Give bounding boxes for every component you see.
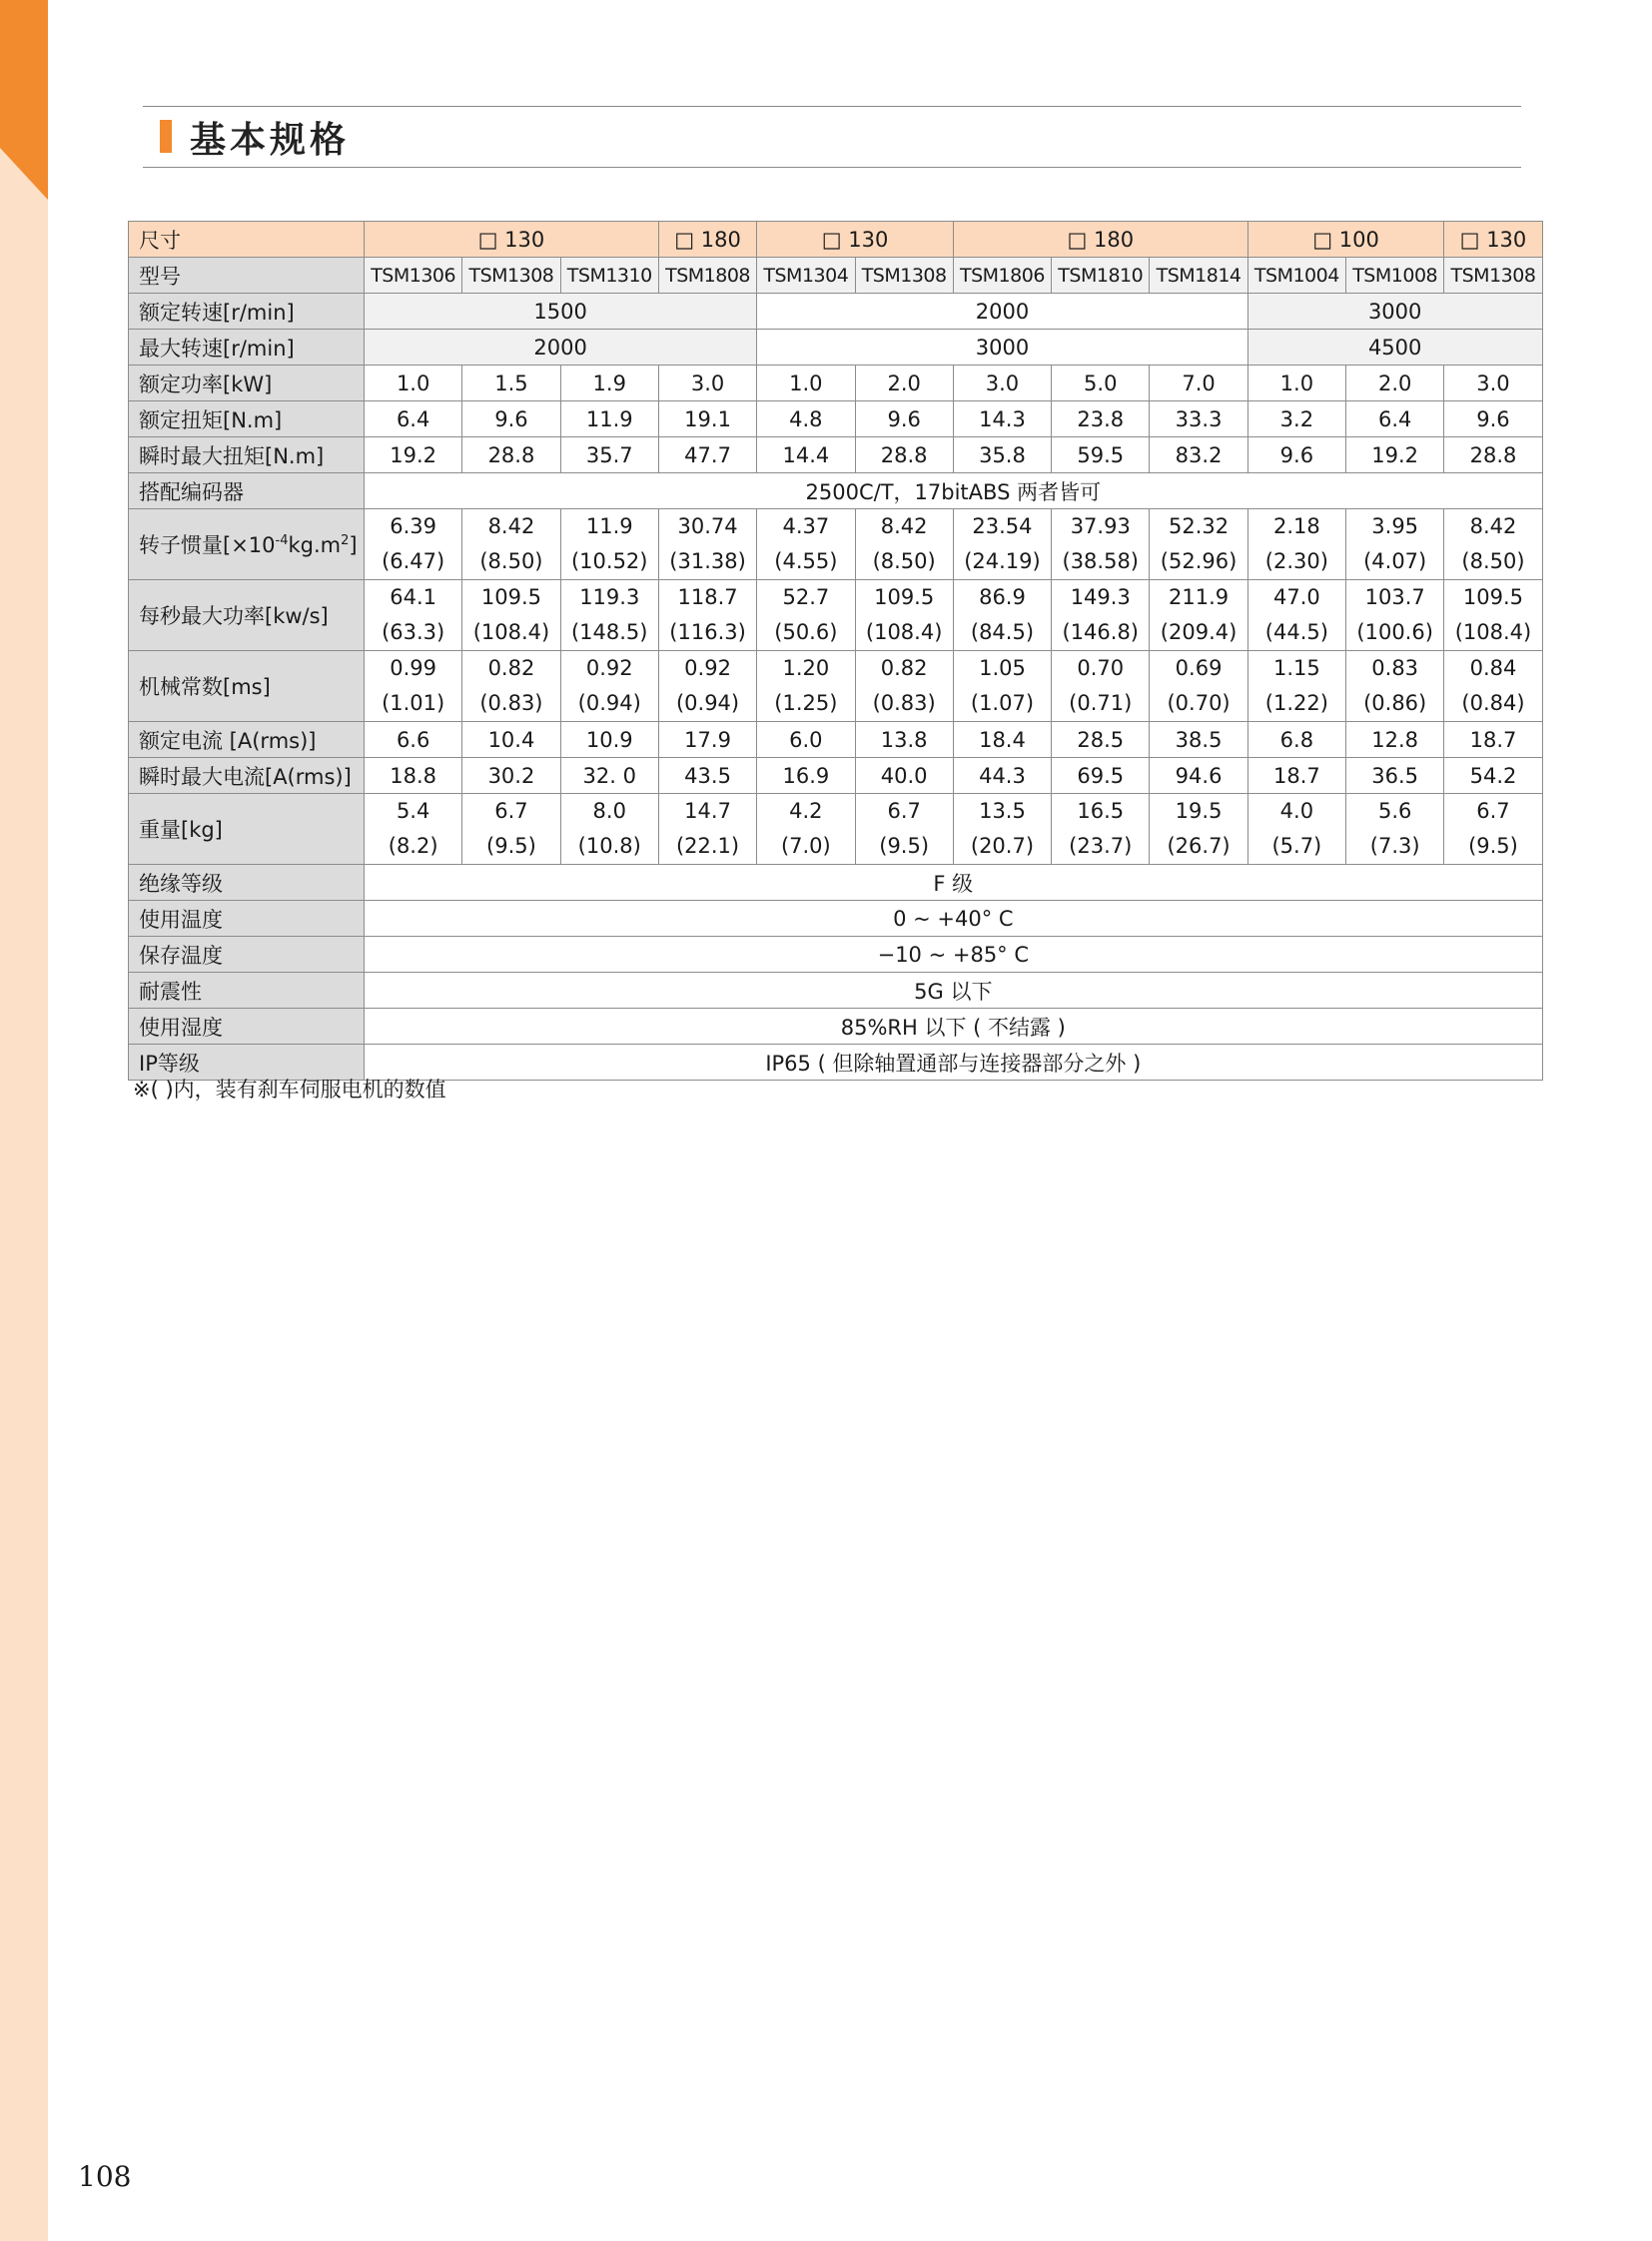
mech-const-cell-value: 0.92: [585, 656, 633, 680]
power-rate-cell: [953, 580, 1051, 651]
power-rate-row: [129, 580, 1543, 651]
peak-torque-cell: 28.8: [462, 437, 560, 473]
row-label-humidity: 使用湿度: [129, 1009, 365, 1045]
mech-const-cell: [953, 651, 1051, 722]
inertia-cell-brake-value: (4.55): [774, 549, 838, 573]
page-title: 基本规格: [190, 120, 351, 161]
power-rate-cell-brake-value: (84.5): [970, 620, 1035, 644]
peak-current-cell: 54.2: [1444, 758, 1542, 794]
rated-current-cell: 6.6: [365, 722, 462, 758]
inertia-cell: [1346, 509, 1444, 580]
rated-torque-cell: 23.8: [1052, 401, 1150, 437]
weight-cell: [1052, 794, 1150, 865]
inertia-cell: [462, 509, 560, 580]
power-rate-cell: [365, 580, 462, 651]
peak-torque-cell: 19.2: [365, 437, 462, 473]
mech-const-cell-brake-value: (0.86): [1363, 691, 1427, 715]
model-row: [129, 258, 1543, 294]
mech-const-cell-brake-value: (0.83): [872, 691, 936, 715]
rated-current-cell: 17.9: [658, 722, 756, 758]
model-cell: TSM1814: [1150, 258, 1247, 294]
peak-current-cell: 18.7: [1247, 758, 1345, 794]
footnote: ※( )内，装有刹车伺服电机的数值: [133, 1078, 446, 1102]
header-rule-bottom: [143, 167, 1521, 168]
peak-torque-cell: 9.6: [1247, 437, 1345, 473]
peak-current-row: [129, 758, 1543, 794]
weight-cell-value: 6.7: [887, 799, 921, 823]
model-cell: TSM1810: [1052, 258, 1150, 294]
max-speed-cell: 4500: [1247, 330, 1542, 366]
weight-cell-brake-value: (7.0): [780, 834, 831, 858]
weight-cell-value: 14.7: [684, 799, 731, 823]
rated-speed-cell: 3000: [1247, 294, 1542, 330]
mech-const-cell-brake-value: (0.83): [479, 691, 543, 715]
weight-cell: [1346, 794, 1444, 865]
mech-const-cell-value: 1.15: [1272, 656, 1320, 680]
inertia-cell-brake-value: (52.96): [1160, 549, 1238, 573]
inertia-cell-brake-value: (8.50): [479, 549, 543, 573]
inertia-label-pre: 转子惯量[×10: [139, 533, 276, 557]
power-rate-cell-value: 119.3: [579, 585, 640, 609]
weight-cell: [365, 794, 462, 865]
peak-torque-cell: 35.7: [560, 437, 658, 473]
weight-cell-value: 6.7: [494, 799, 528, 823]
inertia-cell: [560, 509, 658, 580]
weight-cell-value: 4.2: [789, 799, 823, 823]
row-label-weight: 重量[kg]: [129, 794, 365, 865]
row-label-rated-torque: 额定扭矩[N.m]: [129, 401, 365, 437]
rated-power-cell: 1.0: [365, 366, 462, 401]
weight-cell-brake-value: (7.3): [1369, 834, 1420, 858]
mech-const-cell-brake-value: (1.25): [774, 691, 838, 715]
max-speed-cell: 2000: [365, 330, 757, 366]
power-rate-cell-value: 211.9: [1169, 585, 1230, 609]
rated-torque-cell: 33.3: [1150, 401, 1247, 437]
mech-const-cell-value: 0.99: [390, 656, 437, 680]
weight-cell: [757, 794, 855, 865]
weight-cell-brake-value: (9.5): [486, 834, 536, 858]
rated-current-cell: 10.4: [462, 722, 560, 758]
rated-torque-row: [129, 401, 1543, 437]
inertia-cell-brake-value: (8.50): [1461, 549, 1525, 573]
power-rate-cell-brake-value: (108.4): [472, 620, 550, 644]
weight-cell-value: 5.6: [1377, 799, 1412, 823]
rated-torque-cell: 9.6: [1444, 401, 1542, 437]
inertia-cell-brake-value: (38.58): [1062, 549, 1140, 573]
peak-torque-cell: 19.2: [1346, 437, 1444, 473]
ip-cell: IP65 ( 但除轴置通部与连接器部分之外 ): [365, 1045, 1543, 1081]
peak-torque-cell: 59.5: [1052, 437, 1150, 473]
power-rate-cell-value: 118.7: [677, 585, 738, 609]
row-label-vibration: 耐震性: [129, 973, 365, 1009]
rated-power-cell: 1.9: [560, 366, 658, 401]
power-rate-cell: [560, 580, 658, 651]
mech-const-cell: [1346, 651, 1444, 722]
rated-speed-cell: 2000: [757, 294, 1248, 330]
encoder-cell: 2500C/T，17bitABS 两者皆可: [365, 473, 1543, 509]
rated-current-cell: 6.0: [757, 722, 855, 758]
rated-torque-cell: 19.1: [658, 401, 756, 437]
rated-power-cell: 7.0: [1150, 366, 1247, 401]
peak-torque-cell: 28.8: [855, 437, 953, 473]
row-label-model: 型号: [129, 258, 365, 294]
inertia-cell-value: 3.95: [1371, 514, 1419, 538]
size-cell: □ 180: [658, 222, 756, 258]
row-label-size: 尺寸: [129, 222, 365, 258]
inertia-cell: [953, 509, 1051, 580]
weight-cell: [1444, 794, 1542, 865]
size-row: [129, 222, 1543, 258]
rated-power-cell: 3.0: [953, 366, 1051, 401]
mech-const-cell-brake-value: (0.84): [1461, 691, 1525, 715]
inertia-label-mid: kg.m: [288, 533, 342, 557]
power-rate-cell-value: 86.9: [979, 585, 1026, 609]
weight-cell: [953, 794, 1051, 865]
spec-table: [128, 221, 1543, 1081]
weight-cell-value: 8.0: [592, 799, 626, 823]
peak-current-cell: 16.9: [757, 758, 855, 794]
mech-const-cell-value: 0.82: [880, 656, 928, 680]
rated-power-cell: 2.0: [1346, 366, 1444, 401]
inertia-cell: [365, 509, 462, 580]
power-rate-cell: [1247, 580, 1345, 651]
power-rate-cell-brake-value: (50.6): [774, 620, 838, 644]
rated-current-cell: 12.8: [1346, 722, 1444, 758]
mech-const-cell: [1247, 651, 1345, 722]
weight-cell-value: 5.4: [396, 799, 430, 823]
rated-current-cell: 28.5: [1052, 722, 1150, 758]
weight-cell: [462, 794, 560, 865]
weight-cell-value: 6.7: [1476, 799, 1510, 823]
power-rate-cell-value: 109.5: [480, 585, 541, 609]
rated-power-cell: 1.5: [462, 366, 560, 401]
power-rate-cell: [757, 580, 855, 651]
rated-current-cell: 18.7: [1444, 722, 1542, 758]
mech-const-cell-value: 0.70: [1077, 656, 1125, 680]
model-cell: TSM1308: [1444, 258, 1542, 294]
inertia-cell-value: 8.42: [487, 514, 535, 538]
mech-const-cell-brake-value: (0.71): [1069, 691, 1133, 715]
rated-power-cell: 3.0: [1444, 366, 1542, 401]
rated-current-row: [129, 722, 1543, 758]
weight-cell-brake-value: (9.5): [879, 834, 930, 858]
inertia-cell-brake-value: (4.07): [1363, 549, 1427, 573]
inertia-cell-brake-value: (8.50): [872, 549, 936, 573]
weight-cell: [560, 794, 658, 865]
size-cell: □ 130: [757, 222, 954, 258]
mech-const-cell-brake-value: (1.22): [1264, 691, 1328, 715]
inertia-cell: [1052, 509, 1150, 580]
max-speed-row: [129, 330, 1543, 366]
row-label-storage-temp: 保存温度: [129, 937, 365, 973]
power-rate-cell-value: 47.0: [1272, 585, 1320, 609]
rated-power-cell: 3.0: [658, 366, 756, 401]
power-rate-cell: [855, 580, 953, 651]
power-rate-cell-brake-value: (209.4): [1160, 620, 1238, 644]
power-rate-cell-value: 52.7: [782, 585, 830, 609]
rated-torque-cell: 11.9: [560, 401, 658, 437]
inertia-cell-value: 8.42: [880, 514, 928, 538]
mech-const-cell-brake-value: (0.94): [675, 691, 740, 715]
model-cell: TSM1310: [560, 258, 658, 294]
mech-const-cell-value: 0.69: [1175, 656, 1223, 680]
row-label-encoder: 搭配编码器: [129, 473, 365, 509]
power-rate-cell-brake-value: (116.3): [669, 620, 746, 644]
power-rate-cell-value: 109.5: [1462, 585, 1524, 609]
inertia-cell-brake-value: (6.47): [382, 549, 445, 573]
row-label-mech-const: 机械常数[ms]: [129, 651, 365, 722]
size-cell: □ 130: [1444, 222, 1542, 258]
row-label-op-temp: 使用温度: [129, 901, 365, 937]
peak-current-cell: 30.2: [462, 758, 560, 794]
model-cell: TSM1304: [757, 258, 855, 294]
row-label-rated-speed: 额定转速[r/min]: [129, 294, 365, 330]
power-rate-cell-brake-value: (100.6): [1356, 620, 1433, 644]
peak-current-cell: 40.0: [855, 758, 953, 794]
humidity-row: [129, 1009, 1543, 1045]
vibration-row: [129, 973, 1543, 1009]
weight-cell-value: 16.5: [1077, 799, 1125, 823]
weight-cell: [658, 794, 756, 865]
power-rate-cell: [1052, 580, 1150, 651]
row-label-power-rate: 每秒最大功率[kw/s]: [129, 580, 365, 651]
encoder-row: [129, 473, 1543, 509]
model-cell: TSM1308: [462, 258, 560, 294]
peak-current-cell: 18.8: [365, 758, 462, 794]
weight-cell-value: 19.5: [1175, 799, 1223, 823]
rated-current-cell: 6.8: [1247, 722, 1345, 758]
mech-const-cell: [658, 651, 756, 722]
op-temp-row: [129, 901, 1543, 937]
power-rate-cell: [1346, 580, 1444, 651]
op-temp-cell: 0 ~ +40° C: [365, 901, 1543, 937]
mech-const-cell-value: 0.83: [1371, 656, 1419, 680]
mech-const-cell-brake-value: (1.07): [970, 691, 1035, 715]
weight-row: [129, 794, 1543, 865]
power-rate-cell: [1150, 580, 1247, 651]
rated-speed-row: [129, 294, 1543, 330]
peak-torque-cell: 83.2: [1150, 437, 1247, 473]
inertia-cell: [757, 509, 855, 580]
storage-temp-cell: −10 ~ +85° C: [365, 937, 1543, 973]
model-cell: TSM1808: [658, 258, 756, 294]
rated-torque-cell: 9.6: [462, 401, 560, 437]
vibration-cell: 5G 以下: [365, 973, 1543, 1009]
header-rule-top: [143, 106, 1521, 107]
page-number: 108: [78, 2160, 132, 2193]
power-rate-cell-value: 64.1: [390, 585, 437, 609]
row-label-max-speed: 最大转速[r/min]: [129, 330, 365, 366]
rated-torque-cell: 6.4: [365, 401, 462, 437]
inertia-cell-brake-value: (10.52): [570, 549, 648, 573]
mech-const-cell-value: 1.20: [782, 656, 830, 680]
mech-const-cell: [365, 651, 462, 722]
inertia-cell: [1247, 509, 1345, 580]
weight-cell: [1150, 794, 1247, 865]
weight-cell-value: 4.0: [1279, 799, 1314, 823]
peak-current-cell: 69.5: [1052, 758, 1150, 794]
size-cell: □ 180: [953, 222, 1247, 258]
peak-torque-cell: 35.8: [953, 437, 1051, 473]
rated-torque-cell: 6.4: [1346, 401, 1444, 437]
inertia-cell-value: 37.93: [1070, 514, 1131, 538]
model-cell: TSM1308: [855, 258, 953, 294]
rated-torque-cell: 3.2: [1247, 401, 1345, 437]
side-strip: [0, 0, 48, 2241]
peak-current-cell: 36.5: [1346, 758, 1444, 794]
peak-torque-cell: 14.4: [757, 437, 855, 473]
inertia-cell-brake-value: (24.19): [964, 549, 1041, 573]
peak-current-cell: 44.3: [953, 758, 1051, 794]
mech-const-cell: [1150, 651, 1247, 722]
mech-const-cell-value: 1.05: [979, 656, 1026, 680]
mech-const-cell: [1052, 651, 1150, 722]
storage-temp-row: [129, 937, 1543, 973]
weight-cell-value: 13.5: [979, 799, 1026, 823]
weight-cell-brake-value: (10.8): [577, 834, 641, 858]
inertia-cell-value: 11.9: [585, 514, 633, 538]
row-label-inertia: [129, 509, 365, 580]
mech-const-cell-brake-value: (1.01): [382, 691, 445, 715]
inertia-cell-value: 4.37: [782, 514, 830, 538]
mech-const-cell: [855, 651, 953, 722]
mech-const-cell-value: 0.92: [684, 656, 731, 680]
mech-const-cell-value: 0.84: [1469, 656, 1517, 680]
weight-cell-brake-value: (5.7): [1271, 834, 1322, 858]
mech-const-cell-brake-value: (0.70): [1167, 691, 1231, 715]
inertia-cell-brake-value: (31.38): [669, 549, 746, 573]
weight-cell-brake-value: (20.7): [970, 834, 1035, 858]
max-speed-cell: 3000: [757, 330, 1248, 366]
row-label-ip: IP等级: [129, 1045, 365, 1081]
rated-power-cell: 5.0: [1052, 366, 1150, 401]
rated-torque-cell: 4.8: [757, 401, 855, 437]
row-label-peak-torque: 瞬时最大扭矩[N.m]: [129, 437, 365, 473]
rated-torque-cell: 14.3: [953, 401, 1051, 437]
row-label-rated-current: 额定电流 [A(rms)]: [129, 722, 365, 758]
mech-const-cell: [560, 651, 658, 722]
inertia-label-exp: -4: [275, 533, 289, 548]
weight-cell: [855, 794, 953, 865]
rated-power-row: [129, 366, 1543, 401]
rated-power-cell: 2.0: [855, 366, 953, 401]
inertia-cell-value: 30.74: [677, 514, 738, 538]
mech-const-cell: [1444, 651, 1542, 722]
power-rate-cell-brake-value: (44.5): [1264, 620, 1328, 644]
row-label-rated-power: 额定功率[kW]: [129, 366, 365, 401]
inertia-cell-value: 6.39: [390, 514, 437, 538]
rated-speed-cell: 1500: [365, 294, 757, 330]
weight-cell-brake-value: (23.7): [1069, 834, 1133, 858]
row-label-peak-current: 瞬时最大电流[A(rms)]: [129, 758, 365, 794]
model-cell: TSM1004: [1247, 258, 1345, 294]
inertia-cell-brake-value: (2.30): [1264, 549, 1328, 573]
insulation-row: [129, 865, 1543, 901]
inertia-cell-value: 8.42: [1469, 514, 1517, 538]
mech-const-cell: [757, 651, 855, 722]
humidity-cell: 85%RH 以下 ( 不结露 ): [365, 1009, 1543, 1045]
weight-cell-brake-value: (8.2): [388, 834, 438, 858]
power-rate-cell-brake-value: (63.3): [382, 620, 445, 644]
inertia-cell-value: 23.54: [972, 514, 1033, 538]
size-cell: □ 130: [365, 222, 659, 258]
peak-torque-cell: 28.8: [1444, 437, 1542, 473]
rated-current-cell: 18.4: [953, 722, 1051, 758]
rated-power-cell: 1.0: [1247, 366, 1345, 401]
inertia-label-exp2: 2: [341, 533, 350, 548]
mech-const-cell-value: 0.82: [487, 656, 535, 680]
power-rate-cell-value: 103.7: [1364, 585, 1425, 609]
model-cell: TSM1306: [365, 258, 462, 294]
row-label-insulation: 绝缘等级: [129, 865, 365, 901]
peak-current-cell: 32. 0: [560, 758, 658, 794]
peak-current-cell: 94.6: [1150, 758, 1247, 794]
mech-const-cell-brake-value: (0.94): [577, 691, 641, 715]
size-cell: □ 100: [1247, 222, 1444, 258]
rated-current-cell: 13.8: [855, 722, 953, 758]
peak-torque-cell: 47.7: [658, 437, 756, 473]
power-rate-cell: [462, 580, 560, 651]
inertia-label-post: ]: [349, 533, 358, 557]
inertia-cell: [658, 509, 756, 580]
power-rate-cell-brake-value: (148.5): [570, 620, 648, 644]
mech-const-cell: [462, 651, 560, 722]
model-cell: TSM1806: [953, 258, 1051, 294]
rated-torque-cell: 9.6: [855, 401, 953, 437]
weight-cell-brake-value: (22.1): [675, 834, 740, 858]
power-rate-cell-brake-value: (146.8): [1062, 620, 1140, 644]
inertia-cell: [855, 509, 953, 580]
rated-current-cell: 38.5: [1150, 722, 1247, 758]
title-marker: [160, 120, 172, 153]
inertia-cell-value: 52.32: [1169, 514, 1230, 538]
mech-const-row: [129, 651, 1543, 722]
power-rate-cell: [1444, 580, 1542, 651]
insulation-cell: F 级: [365, 865, 1543, 901]
model-cell: TSM1008: [1346, 258, 1444, 294]
peak-torque-row: [129, 437, 1543, 473]
rated-power-cell: 1.0: [757, 366, 855, 401]
power-rate-cell: [658, 580, 756, 651]
power-rate-cell-brake-value: (108.4): [865, 620, 943, 644]
inertia-row: [129, 509, 1543, 580]
power-rate-cell-brake-value: (108.4): [1454, 620, 1532, 644]
inertia-cell-value: 2.18: [1272, 514, 1320, 538]
peak-current-cell: 43.5: [658, 758, 756, 794]
weight-cell-brake-value: (26.7): [1167, 834, 1231, 858]
power-rate-cell-value: 149.3: [1070, 585, 1131, 609]
weight-cell: [1247, 794, 1345, 865]
weight-cell-brake-value: (9.5): [1468, 834, 1518, 858]
power-rate-cell-value: 109.5: [874, 585, 935, 609]
inertia-cell: [1150, 509, 1247, 580]
rated-current-cell: 10.9: [560, 722, 658, 758]
inertia-cell: [1444, 509, 1542, 580]
